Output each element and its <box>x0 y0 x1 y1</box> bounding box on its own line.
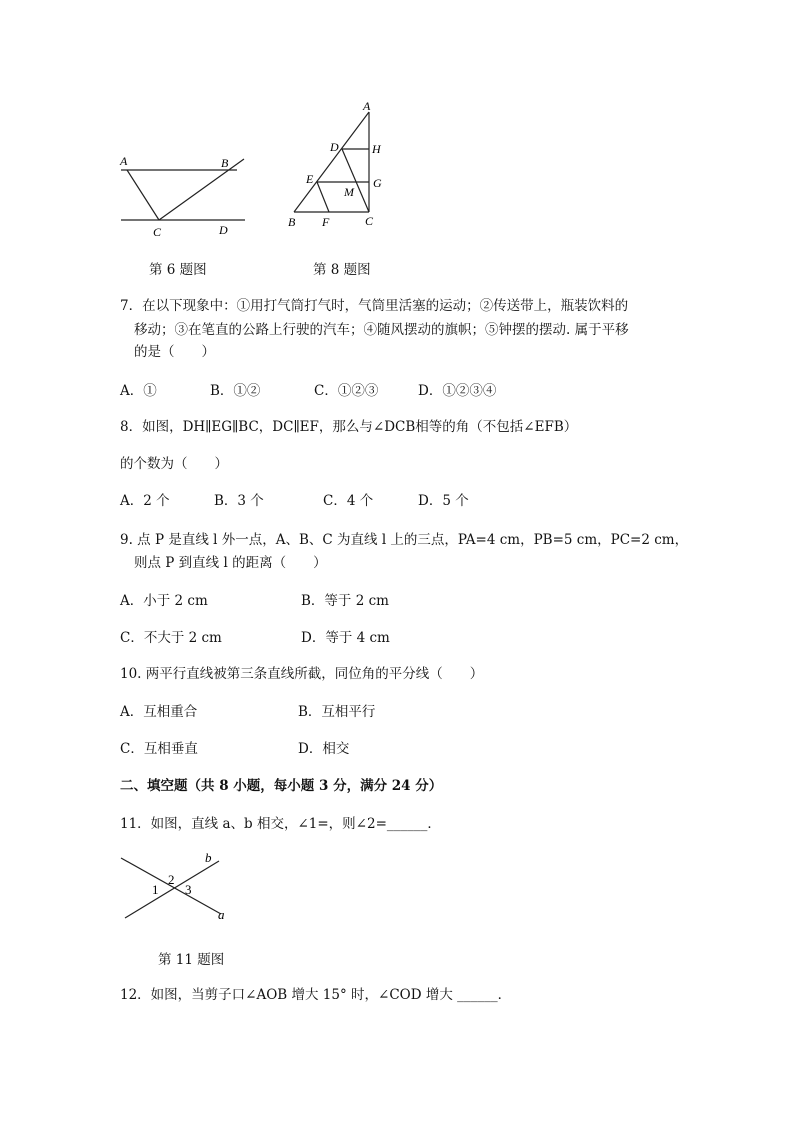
question-9-line-1: 9. 点 P 是直线 l 外一点，A、B、C 为直线 l 上的三点，PA=4 cm，PB=5 cm，PC=2 cm， <box>120 532 689 548</box>
question-9-line-2: 则点 P 到直线 l 的距离（ ） <box>134 555 327 571</box>
question-11-line-1: 11．如图，直线 a、b 相交，∠1=，则∠2=______． <box>120 816 441 832</box>
angle-label-2: 2 <box>168 872 175 887</box>
question-10-option-b: B．互相平行 <box>298 704 376 720</box>
line-b <box>125 861 219 918</box>
segment-ef <box>317 182 329 212</box>
figure-8-caption: 第 8 题图 <box>313 262 371 278</box>
figure-6-diagram <box>115 150 255 240</box>
question-10-option-d: D．相交 <box>298 741 350 757</box>
label-m: M <box>344 185 354 199</box>
label-b: B <box>221 156 229 170</box>
question-7-line-3: 的是（ ） <box>134 344 215 360</box>
figure-11-caption: 第 11 题图 <box>158 952 225 968</box>
question-9-option-b: B．等于 2 cm <box>301 593 389 609</box>
question-7-option-a: A．① <box>120 383 157 399</box>
label-c: C <box>365 214 374 228</box>
question-9-option-c: C．不大于 2 cm <box>120 630 222 646</box>
side-ab <box>294 112 369 212</box>
figure-11-diagram <box>115 848 235 928</box>
label-h: H <box>372 142 381 156</box>
segment-dc <box>342 149 369 212</box>
question-8-option-c: C．4 个 <box>323 493 374 509</box>
angle-label-1: 1 <box>152 882 159 897</box>
label-a: a <box>218 907 225 922</box>
question-12-line-1: 12．如图，当剪子口∠AOB 增大 15° 时，∠COD 增大 ______． <box>120 987 512 1003</box>
question-7-line-2: 移动；③在笔直的公路上行驶的汽车；④随风摆动的旗帜；⑤钟摆的摆动. 属于平移 <box>134 322 629 338</box>
label-c: C <box>153 225 162 239</box>
question-9-option-a: A．小于 2 cm <box>120 593 208 609</box>
segment-ac <box>127 170 159 220</box>
label-b: b <box>205 850 212 865</box>
label-b: B <box>288 215 296 229</box>
label-a: A <box>120 154 128 168</box>
section-2-heading: 二、填空题（共 8 小题，每小题 3 分，满分 24 分） <box>120 778 443 794</box>
question-10-option-a: A．互相重合 <box>120 704 198 720</box>
question-7-option-c: C．①②③ <box>314 383 379 399</box>
question-7-option-d: D．①②③④ <box>418 383 497 399</box>
question-9-option-d: D．等于 4 cm <box>301 630 390 646</box>
label-f: F <box>322 215 330 229</box>
figure-8-diagram <box>283 98 393 233</box>
question-8-line-2: 的个数为（ ） <box>120 456 228 472</box>
question-7-option-b: B．①② <box>210 383 261 399</box>
question-8-option-d: D．5 个 <box>418 493 469 509</box>
label-d: D <box>219 223 228 237</box>
label-e: E <box>306 172 314 186</box>
label-a: A <box>363 99 371 113</box>
figure-6-caption: 第 6 题图 <box>149 262 207 278</box>
question-7-line-1: 7．在以下现象中：①用打气筒打气时，气筒里活塞的运动；②传送带上，瓶装饮料的 <box>120 298 629 314</box>
question-10-option-c: C．互相垂直 <box>120 741 198 757</box>
label-g: G <box>373 176 382 190</box>
question-8-option-b: B．3 个 <box>214 493 264 509</box>
label-d: D <box>330 140 339 154</box>
question-8-option-a: A．2 个 <box>120 493 170 509</box>
question-8-line-1: 8．如图，DH∥EG∥BC，DC∥EF，那么与∠DCB相等的角（不包括∠EFB） <box>120 419 578 435</box>
question-10-line-1: 10. 两平行直线被第三条直线所截，同位角的平分线（ ） <box>120 666 484 682</box>
segment-cb <box>159 159 244 220</box>
angle-label-3: 3 <box>185 882 192 897</box>
